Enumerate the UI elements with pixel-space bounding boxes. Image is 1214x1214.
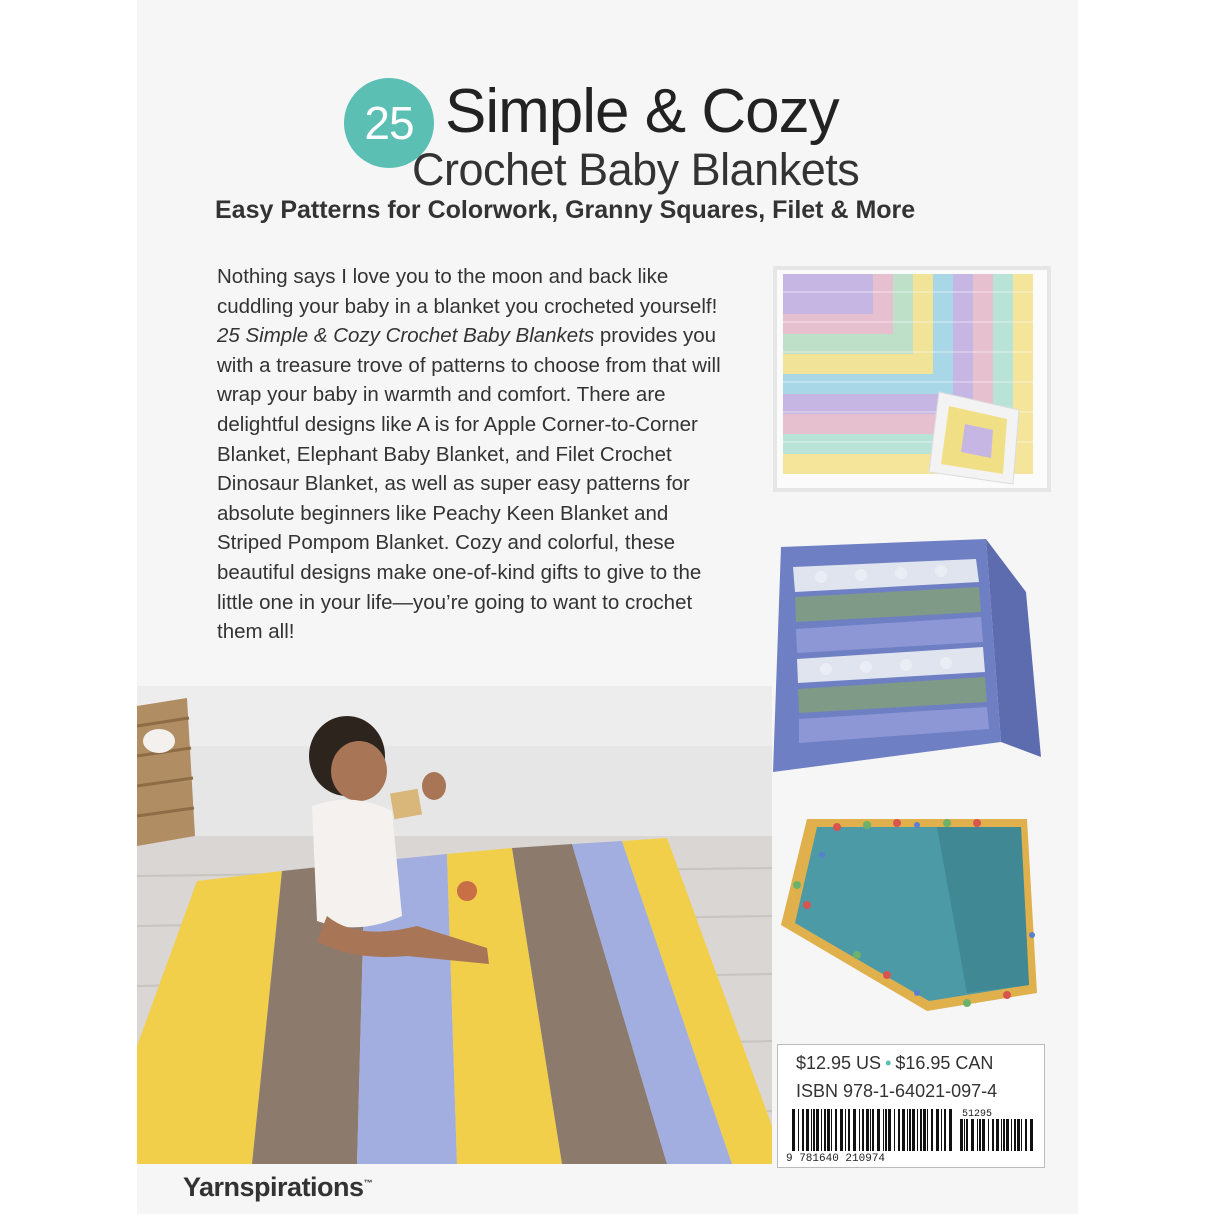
baby-photo-illustration bbox=[137, 686, 772, 1164]
title-line-2: Crochet Baby Blankets bbox=[412, 144, 860, 195]
back-cover bbox=[137, 0, 1078, 1214]
isbn-barcode bbox=[784, 1107, 1038, 1163]
brand-name: Yarnspirations bbox=[183, 1172, 364, 1202]
title-line-1: Simple & Cozy bbox=[445, 77, 839, 146]
barcode-addon-bars bbox=[960, 1119, 1033, 1151]
brand-logo bbox=[183, 1172, 372, 1203]
price-isbn-box bbox=[777, 1044, 1045, 1168]
price-line bbox=[796, 1053, 993, 1074]
shell-blanket-illustration bbox=[771, 537, 1045, 777]
number-badge: 25 bbox=[344, 78, 434, 168]
barcode-bars bbox=[792, 1109, 952, 1151]
blurb-book-title: 25 Simple & Cozy Crochet Baby Blankets bbox=[217, 324, 595, 348]
can-price: $16.95 CAN bbox=[895, 1053, 994, 1073]
price-separator: • bbox=[885, 1053, 892, 1073]
baby-on-blanket-photo bbox=[137, 686, 772, 1164]
us-price: $12.95 US bbox=[796, 1053, 882, 1073]
barcode-addon-digits: 51295 bbox=[962, 1109, 993, 1120]
blurb-text-1: Nothing says I love you to the moon and back like cuddling your baby in a blanket you crocheted yourself! bbox=[217, 265, 718, 318]
granny-square-blanket-photo bbox=[769, 262, 1055, 494]
granny-blanket-illustration bbox=[769, 262, 1055, 494]
striped-shell-blanket-photo bbox=[771, 537, 1045, 777]
trademark-mark: ™ bbox=[363, 1178, 373, 1188]
barcode-digits: 9 781640 210974 bbox=[786, 1153, 886, 1163]
teal-blanket-illustration bbox=[777, 815, 1045, 1015]
teal-border-blanket-photo bbox=[777, 815, 1045, 1015]
blurb-text-2: provides you with a treasure trove of patterns to choose from that will wrap your baby in warmth and comfort. There are delightful designs like A is for Apple Corner-to-Corner Blanket, Elephant Baby Blanket, and Filet Crochet Dinosaur Blanket, as well as super easy patterns for absolute beginners like Peachy Keen Blanket and Striped Pompom Blanket. Cozy and colorful, these beautiful designs make one-of-kind gifts to give to the little one in your life—you’re going to want to crochet them all! bbox=[217, 324, 721, 644]
subtitle: Easy Patterns for Colorwork, Granny Squares, Filet & More bbox=[215, 196, 916, 224]
description-blurb bbox=[217, 262, 737, 647]
isbn-number: ISBN 978-1-64021-097-4 bbox=[796, 1081, 998, 1101]
